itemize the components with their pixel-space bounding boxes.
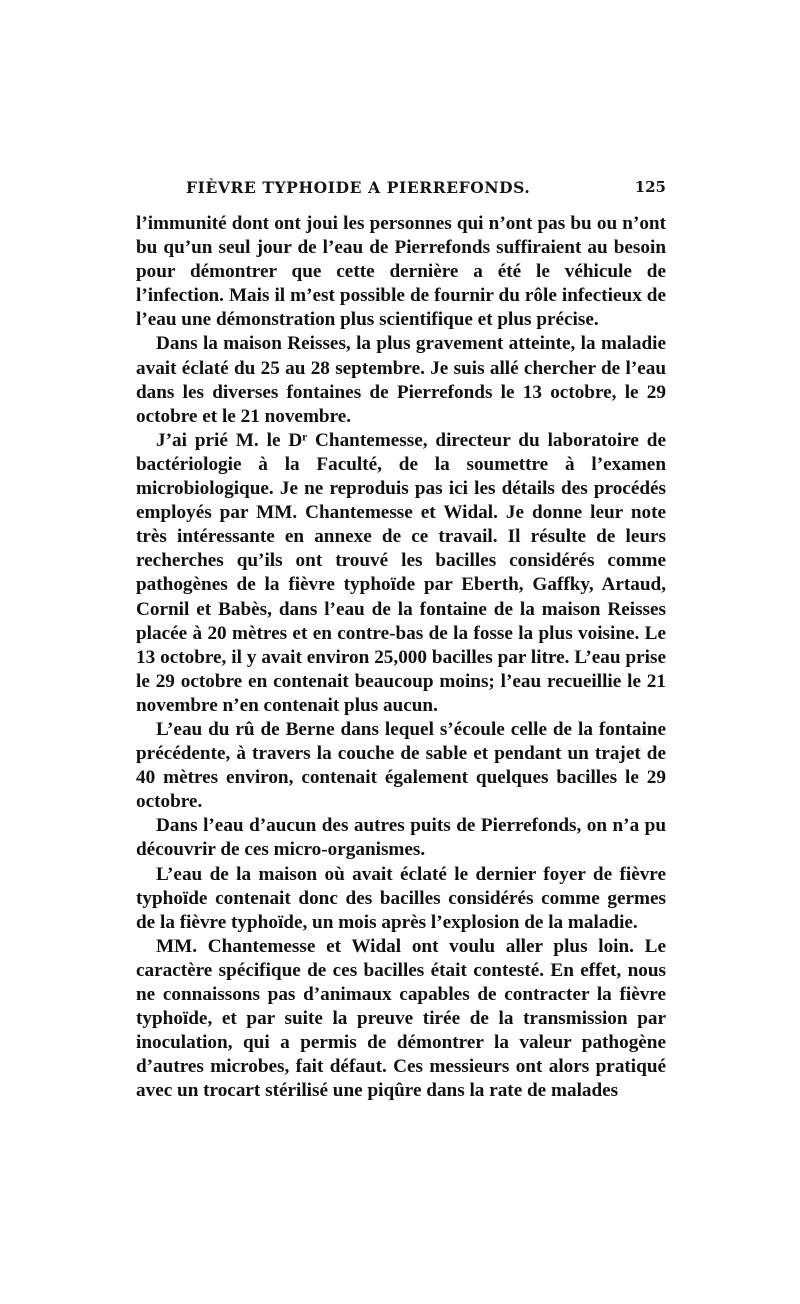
paragraph-maison-reisses: Dans la maison Reisses, la plus gravement atteinte, la maladie avait éclaté du 25 au 28 septembre. Je suis allé chercher de l’eau dans les diverses fontaines de Pierrefonds le 13 octobre, le 29 octobre et le 21 novembre. [136, 333, 666, 427]
paragraph-mm-chantemesse-widal: MM. Chantemesse et Widal ont voulu aller plus loin. Le caractère spécifique de ces bacilles était contesté. En effet, nous ne connaissons pas d’animaux capables de contracter la fièvre typhoïde, et par suite la preuve tirée de la transmission par inoculation, qui a permis de démontrer la valeur pathogène d’autres microbes, fait défaut. Ces messieurs ont alors pratiqué avec un trocart stérilisé une piqûre dans la rate de malades [136, 935, 666, 1102]
paragraph-autres-puits: Dans l’eau d’aucun des autres puits de Pierrefonds, on n’a pu découvrir de ces micro-organismes. [136, 815, 666, 861]
page-number: 125 [634, 178, 666, 196]
body-text [136, 212, 666, 1103]
paragraph-dernier-foyer: L’eau de la maison où avait éclaté le dernier foyer de fièvre typhoïde contenait donc des bacilles considérés comme germes de la fièvre typhoïde, un mois après l’explosion de la maladie. [136, 863, 666, 933]
paragraph-chantemesse: J’ai prié M. le Dʳ Chantemesse, directeur du laboratoire de bactériologie à la Faculté, de la soumettre à l’examen microbiologique. Je ne reproduis pas ici les détails des procédés employés par MM. Chantemesse et Widal. Je donne leur note très intéressante en annexe de ce travail. Il résulte de leurs recherches qu’ils ont trouvé les bacilles considérés comme pathogènes de la fièvre typhoïde par Eberth, Gaffky, Artaud, Cornil et Babès, dans l’eau de la fontaine de la maison Reisses placée à 20 mètres et en contre-bas de la fosse la plus voisine. Le 13 octobre, il y avait environ 25,000 bacilles par litre. L’eau prise le 29 octobre en contenait beaucoup moins; l’eau recueillie le 21 novembre n’en contenait plus aucun. [136, 429, 666, 716]
paragraph-continuation: l’immunité dont ont joui les personnes qui n’ont pas bu ou n’ont bu qu’un seul jour de l’eau de Pierrefonds suffiraient au besoin pour démontrer que cette dernière a été le véhicule de l’infection. Mais il m’est possible de fournir du rôle infectieux de l’eau une démonstration plus scientifique et plus précise. [136, 213, 666, 331]
running-header [136, 178, 666, 202]
paragraph-ru-de-berne: L’eau du rû de Berne dans lequel s’écoule celle de la fontaine précédente, à travers la couche de sable et pendant un trajet de 40 mètres environ, contenait également quelques bacilles le 29 octobre. [136, 718, 666, 813]
running-title: FIÈVRE TYPHOIDE A PIERREFONDS. [186, 178, 531, 197]
